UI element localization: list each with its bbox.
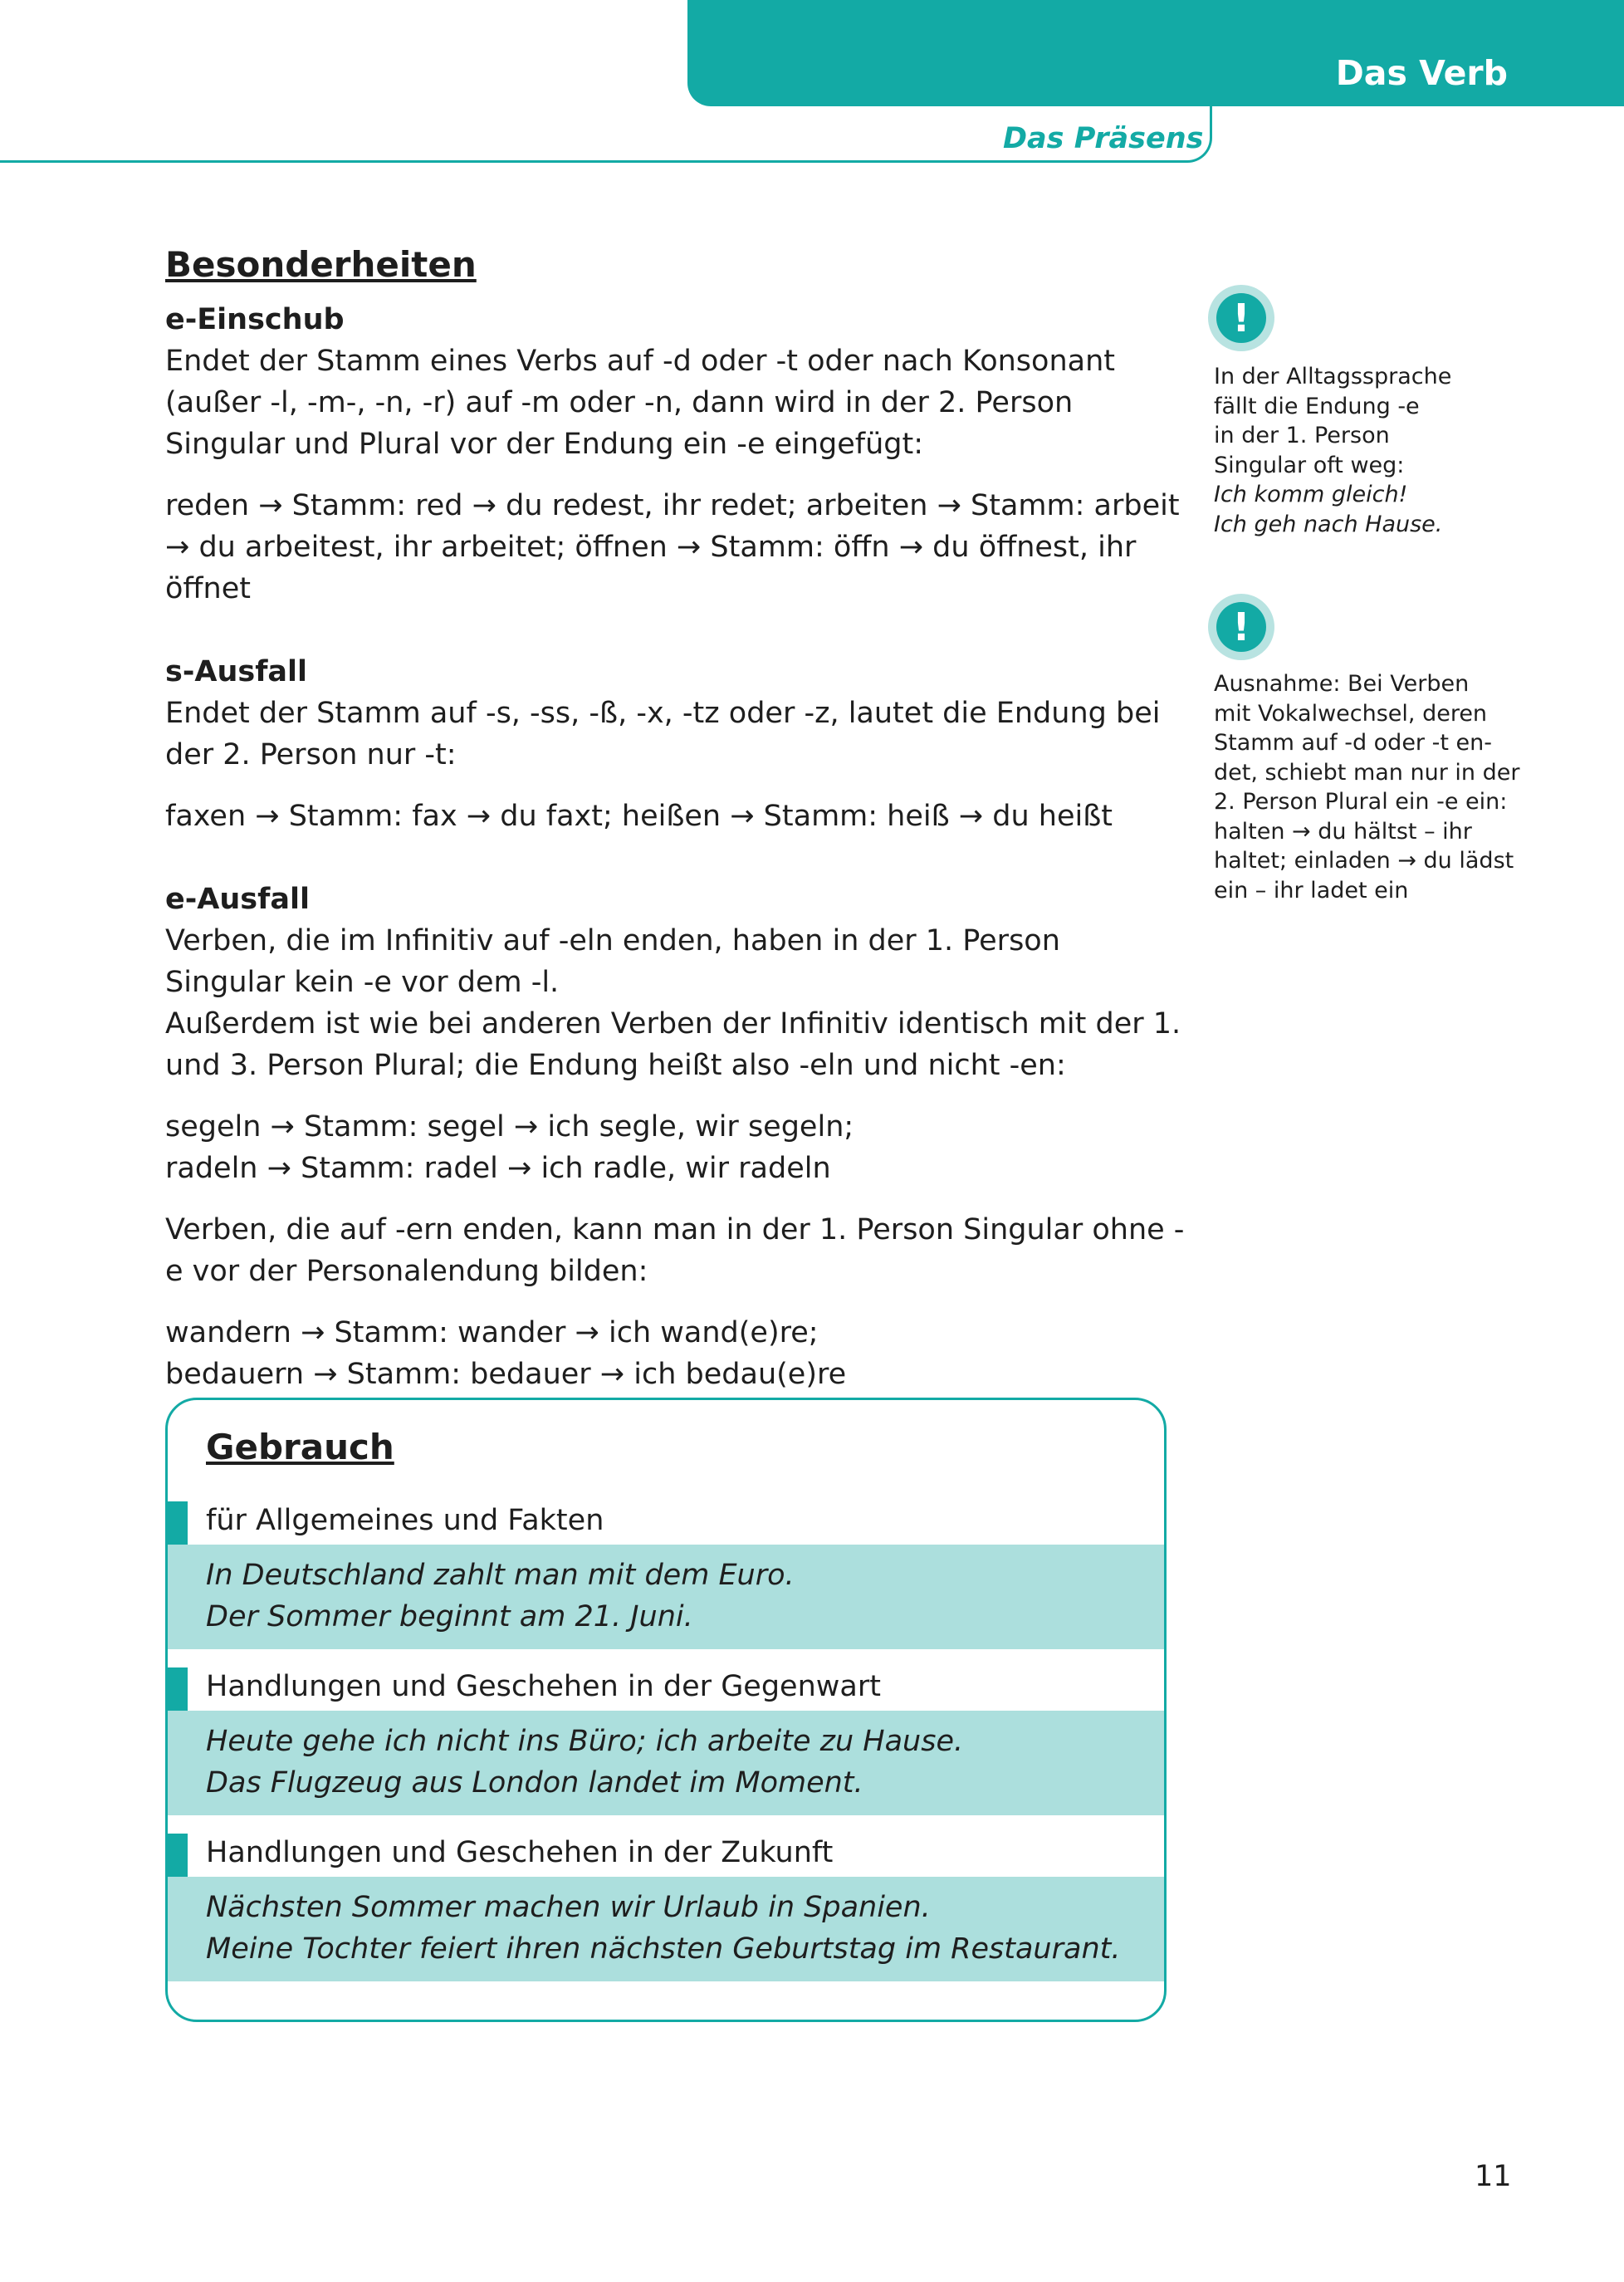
note-line: Stamm auf -d oder -t en- (1214, 730, 1492, 756)
note-line: mit Vokalwechsel, deren (1214, 700, 1488, 727)
usage-box (165, 1398, 1167, 2022)
note-line: haltet; einladen → du lädst (1214, 848, 1514, 874)
note-line: Ich komm gleich! (1214, 482, 1408, 507)
usage-example: Meine Tochter feiert ihren nächsten Geburtstag im Restaurant. (206, 1932, 1121, 1966)
note-line: halten → du hältst – ihr (1214, 818, 1472, 845)
main-content (165, 241, 1186, 1395)
rule-e-ausfall: Verben, die im Infinitiv auf -eln enden, haben in der 1. Person Singular kein -e vor dem -l. (165, 924, 1060, 999)
exclamation-glyph: ! (1216, 293, 1266, 343)
usage-examples (168, 1877, 1164, 1981)
example-wandern: wandern → Stamm: wander → ich wand(e)re; (165, 1316, 819, 1349)
example-s-ausfall: faxen → Stamm: fax → du faxt; heißen → Stamm: heiß → du heißt (165, 800, 1113, 833)
usage-examples (168, 1711, 1164, 1815)
usage-example: Das Flugzeug aus London landet im Moment. (206, 1766, 863, 1800)
rule-e-ausfall-2: Außerdem ist wie bei anderen Verben der Infinitiv identisch mit der 1. und 3. Person Plural; die Endung heißt also -eln und nicht -en: (165, 1007, 1181, 1082)
usage-example: Heute gehe ich nicht ins Büro; ich arbeite zu Hause. (206, 1725, 964, 1758)
usage-marker (168, 1501, 188, 1545)
example-bedauern: bedauern → Stamm: bedauer → ich bedau(e)re (165, 1358, 847, 1391)
main-title: Besonderheiten (165, 244, 477, 285)
side-note-alltagssprache (1214, 362, 1521, 539)
note-line: Ausnahme: Bei Verben (1214, 671, 1470, 697)
usage-label: Handlungen und Geschehen in der Gegenwart (206, 1670, 881, 1703)
usage-title: Gebrauch (206, 1427, 394, 1467)
note-line: det, schiebt man nur in der (1214, 759, 1520, 786)
usage-item (168, 1824, 1164, 1885)
section-title: Das Präsens (1003, 122, 1204, 155)
note-line: Ich geh nach Hause. (1214, 511, 1443, 537)
side-note-ausnahme (1214, 669, 1521, 905)
usage-example: In Deutschland zahlt man mit dem Euro. (206, 1559, 795, 1592)
heading-s-ausfall: s-Ausfall (165, 655, 308, 688)
example-radeln: radeln → Stamm: radel → ich radle, wir radeln (165, 1152, 831, 1185)
note-line: Singular oft weg: (1214, 452, 1405, 478)
usage-item (168, 1658, 1164, 1719)
usage-examples (168, 1545, 1164, 1649)
page-number: 11 (1475, 2160, 1512, 2193)
usage-example: Nächsten Sommer machen wir Urlaub in Spanien. (206, 1891, 931, 1924)
note-line: In der Alltagssprache (1214, 364, 1452, 389)
note-line: fällt die Endung -e (1214, 393, 1420, 419)
heading-e-einschub: e-Einschub (165, 303, 345, 336)
note-line: in der 1. Person (1214, 423, 1390, 448)
usage-example: Der Sommer beginnt am 21. Juni. (206, 1600, 693, 1633)
usage-item (168, 1491, 1164, 1553)
heading-e-ausfall: e-Ausfall (165, 883, 310, 916)
rule-ern: Verben, die auf -ern enden, kann man in der 1. Person Singular ohne -e vor der Personalendung bilden: (165, 1213, 1185, 1288)
usage-label: für Allgemeines und Fakten (206, 1504, 604, 1537)
example-e-einschub: reden → Stamm: red → du redest, ihr redet; arbeiten → Stamm: arbeit → du arbeitest, ihr arbeitet; öffnen → Stamm: öffn → du öffnest, ihr öffnet (165, 489, 1180, 605)
example-segeln: segeln → Stamm: segel → ich segle, wir segeln; (165, 1110, 854, 1143)
exclamation-glyph: ! (1216, 602, 1266, 652)
note-line: ein – ihr ladet ein (1214, 877, 1409, 903)
chapter-title: Das Verb (1335, 53, 1508, 93)
rule-s-ausfall: Endet der Stamm auf -s, -ss, -ß, -x, -tz oder -z, lautet die Endung bei der 2. Person nur -t: (165, 697, 1161, 771)
note-line: 2. Person Plural ein -e ein: (1214, 789, 1508, 815)
exclamation-icon (1208, 285, 1274, 351)
usage-marker (168, 1667, 188, 1711)
exclamation-icon (1208, 594, 1274, 660)
rule-e-einschub: Endet der Stamm eines Verbs auf -d oder -t oder nach Konsonant (außer -l, -m-, -n, -r) auf -m oder -n, dann wird in der 2. Person Singular und Plural vor der Endung ein -e eingefügt: (165, 345, 1115, 461)
usage-marker (168, 1834, 188, 1877)
usage-label: Handlungen und Geschehen in der Zukunft (206, 1836, 834, 1869)
